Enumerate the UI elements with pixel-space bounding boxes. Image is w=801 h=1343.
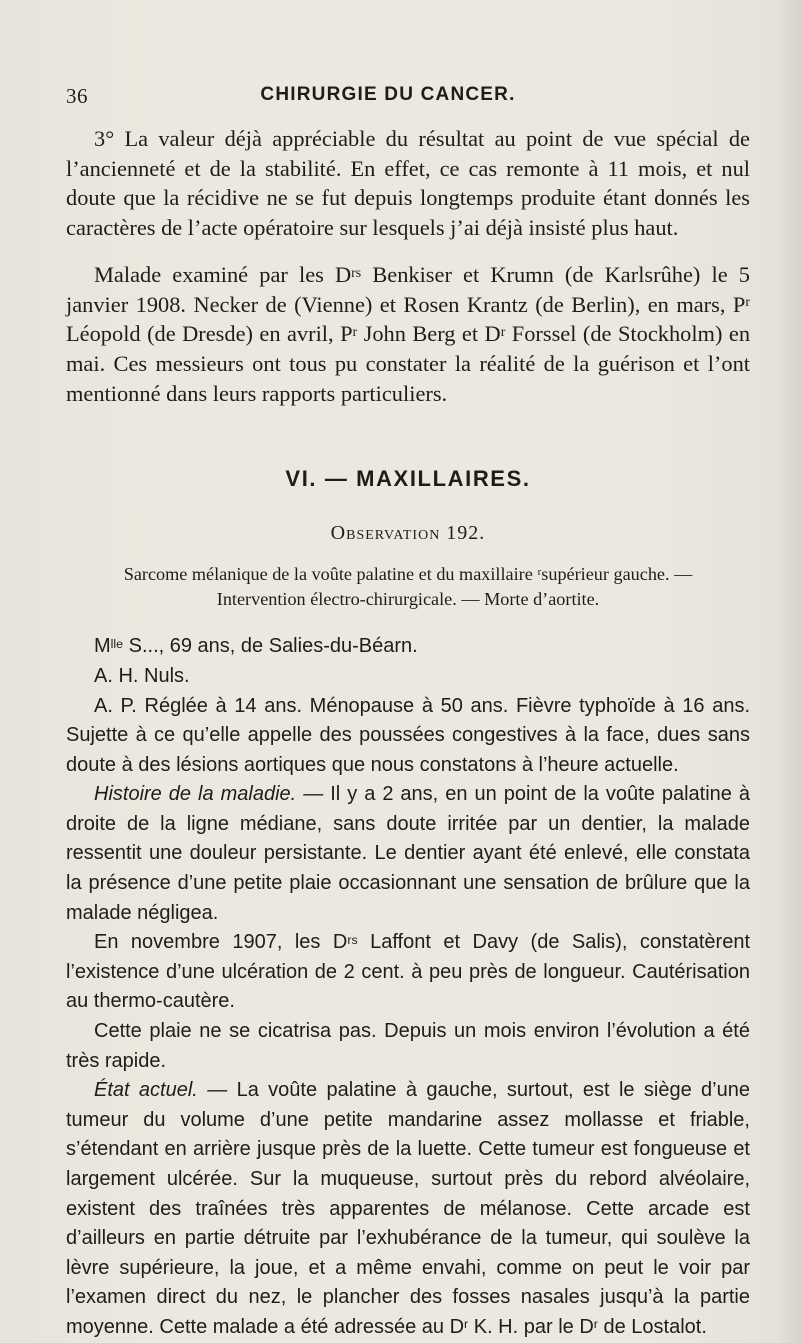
patient-prefix: M — [94, 635, 111, 658]
section-title: VI. — MAXILLAIRES. — [285, 466, 531, 492]
november-paragraph — [66, 928, 750, 1017]
state-text-2: K. H. par le D — [468, 1315, 594, 1338]
history-paragraph — [66, 780, 750, 928]
examiners-text-3: Léopold (de Dresde) en avril, P — [66, 321, 353, 347]
november-sup: rs — [347, 932, 358, 947]
page-edge-shadow — [775, 0, 801, 1343]
state-paragraph — [66, 1076, 750, 1342]
ap-paragraph: A. P. Réglée à 14 ans. Ménopause à 50 ans. Fièvre typhoïde à 16 ans. Sujette à ce qu’elle appelle des poussées congestives à la face, dues sans doute à des lésions aortiques que nous constatons à l’heure actuelle. — [66, 694, 750, 776]
case-summary-line-1: Sarcome mélanique de la voûte palatine et du maxillaire ʳsupérieur gauche. — — [123, 564, 693, 585]
history-text: — Il y a 2 ans, en un point de la voûte palatine à droite de la ligne médiane, sans doute irritée par un dentier, la malade ressentit une douleur persistante. Le dentier ayant été enlevé, elle constata la présence d’une petite plaie occasionnant une sensation de brûlure que la malade négligea. — [66, 783, 751, 924]
november-text-2: Laffont et Davy (de Salis), constatèrent l’existence d’une ulcération de 2 cent. à peu près de longueur. Cautérisation au thermo-cautère. — [66, 931, 750, 1013]
patient-line — [66, 632, 750, 662]
state-label: État actuel. — [94, 1079, 198, 1102]
evolution-paragraph: Cette plaie ne se cicatrisa pas. Depuis un mois environ l’évolution a été très rapide. — [66, 1020, 750, 1072]
examiners-sup-2: r — [745, 295, 750, 311]
examiners-text-2: Benkiser et Krumn (de Karlsrûhe) le 5 janvier 1908. Necker de (Vienne) et Rosen Krantz (de Berlin), en mars, P — [66, 261, 750, 317]
paragraph-examiners — [66, 260, 750, 409]
examiners-text-5: Forssel (de Stockholm) en mai. Ces messieurs ont tous pu constater la réalité de la guérison et l’ont mentionné dans leurs rapports particuliers. — [66, 321, 751, 406]
page-content — [66, 124, 750, 1343]
running-header — [0, 84, 801, 114]
examiners-sup-4: r — [500, 324, 506, 340]
patient-text: S..., 69 ans, de Salies-du-Béarn. — [123, 635, 418, 658]
november-text-1: En novembre 1907, les D — [94, 931, 348, 954]
observation-title: Observation 192. — [330, 522, 486, 545]
running-title: CHIRURGIE DU CANCER. — [260, 84, 516, 105]
page-number: 36 — [66, 84, 88, 108]
paragraph-point-three: 3° La valeur déjà appréciable du résultat au point de vue spécial de l’ancienneté et de la stabilité. En effet, ce cas remonte à 11 mois, et nul doute que la récidive ne se fut depuis longtemps produite étant donnés les caractères de l’acte opératoire sur lesquels j’ai déjà insisté plus haut. — [66, 126, 750, 241]
state-sup-2: r — [593, 1317, 598, 1332]
state-sup-1: r — [464, 1317, 469, 1332]
case-summary-line-2: Intervention électro-chirurgicale. — Morte d’aortite. — [216, 589, 600, 610]
state-text-3: de Lostalot. — [597, 1315, 707, 1338]
ah-line: A. H. Nuls. — [94, 664, 190, 687]
examiners-sup-3: r — [352, 324, 358, 340]
history-label: Histoire de la maladie. — [94, 783, 297, 806]
patient-sup: lle — [110, 636, 124, 651]
examiners-text-4: John Berg et D — [357, 321, 501, 347]
examiners-sup-1: rs — [351, 265, 362, 281]
state-text-1: — La voûte palatine à gauche, surtout, est le siège d’une tumeur du volume d’une petite mandarine assez mollasse et friable, s’étendant en arrière jusque près de la luette. Cette tumeur est fongueuse et largement ulcérée. Sur la muqueuse, surtout près du rebord alvéolaire, existent des traînées très apparentes de mélanose. Cette arcade est d’ailleurs en partie détruite par l’exhubérance de la tumeur, qui soulève la lèvre supérieure, la joue, et a même envahi, comme on peut le voir par l’examen direct du nez, le plancher des fosses nasales jusqu’à la partie moyenne. Cette malade a été adressée au D — [66, 1079, 750, 1338]
case-summary — [66, 562, 750, 612]
examiners-text-1: Malade examiné par les D — [94, 261, 352, 287]
